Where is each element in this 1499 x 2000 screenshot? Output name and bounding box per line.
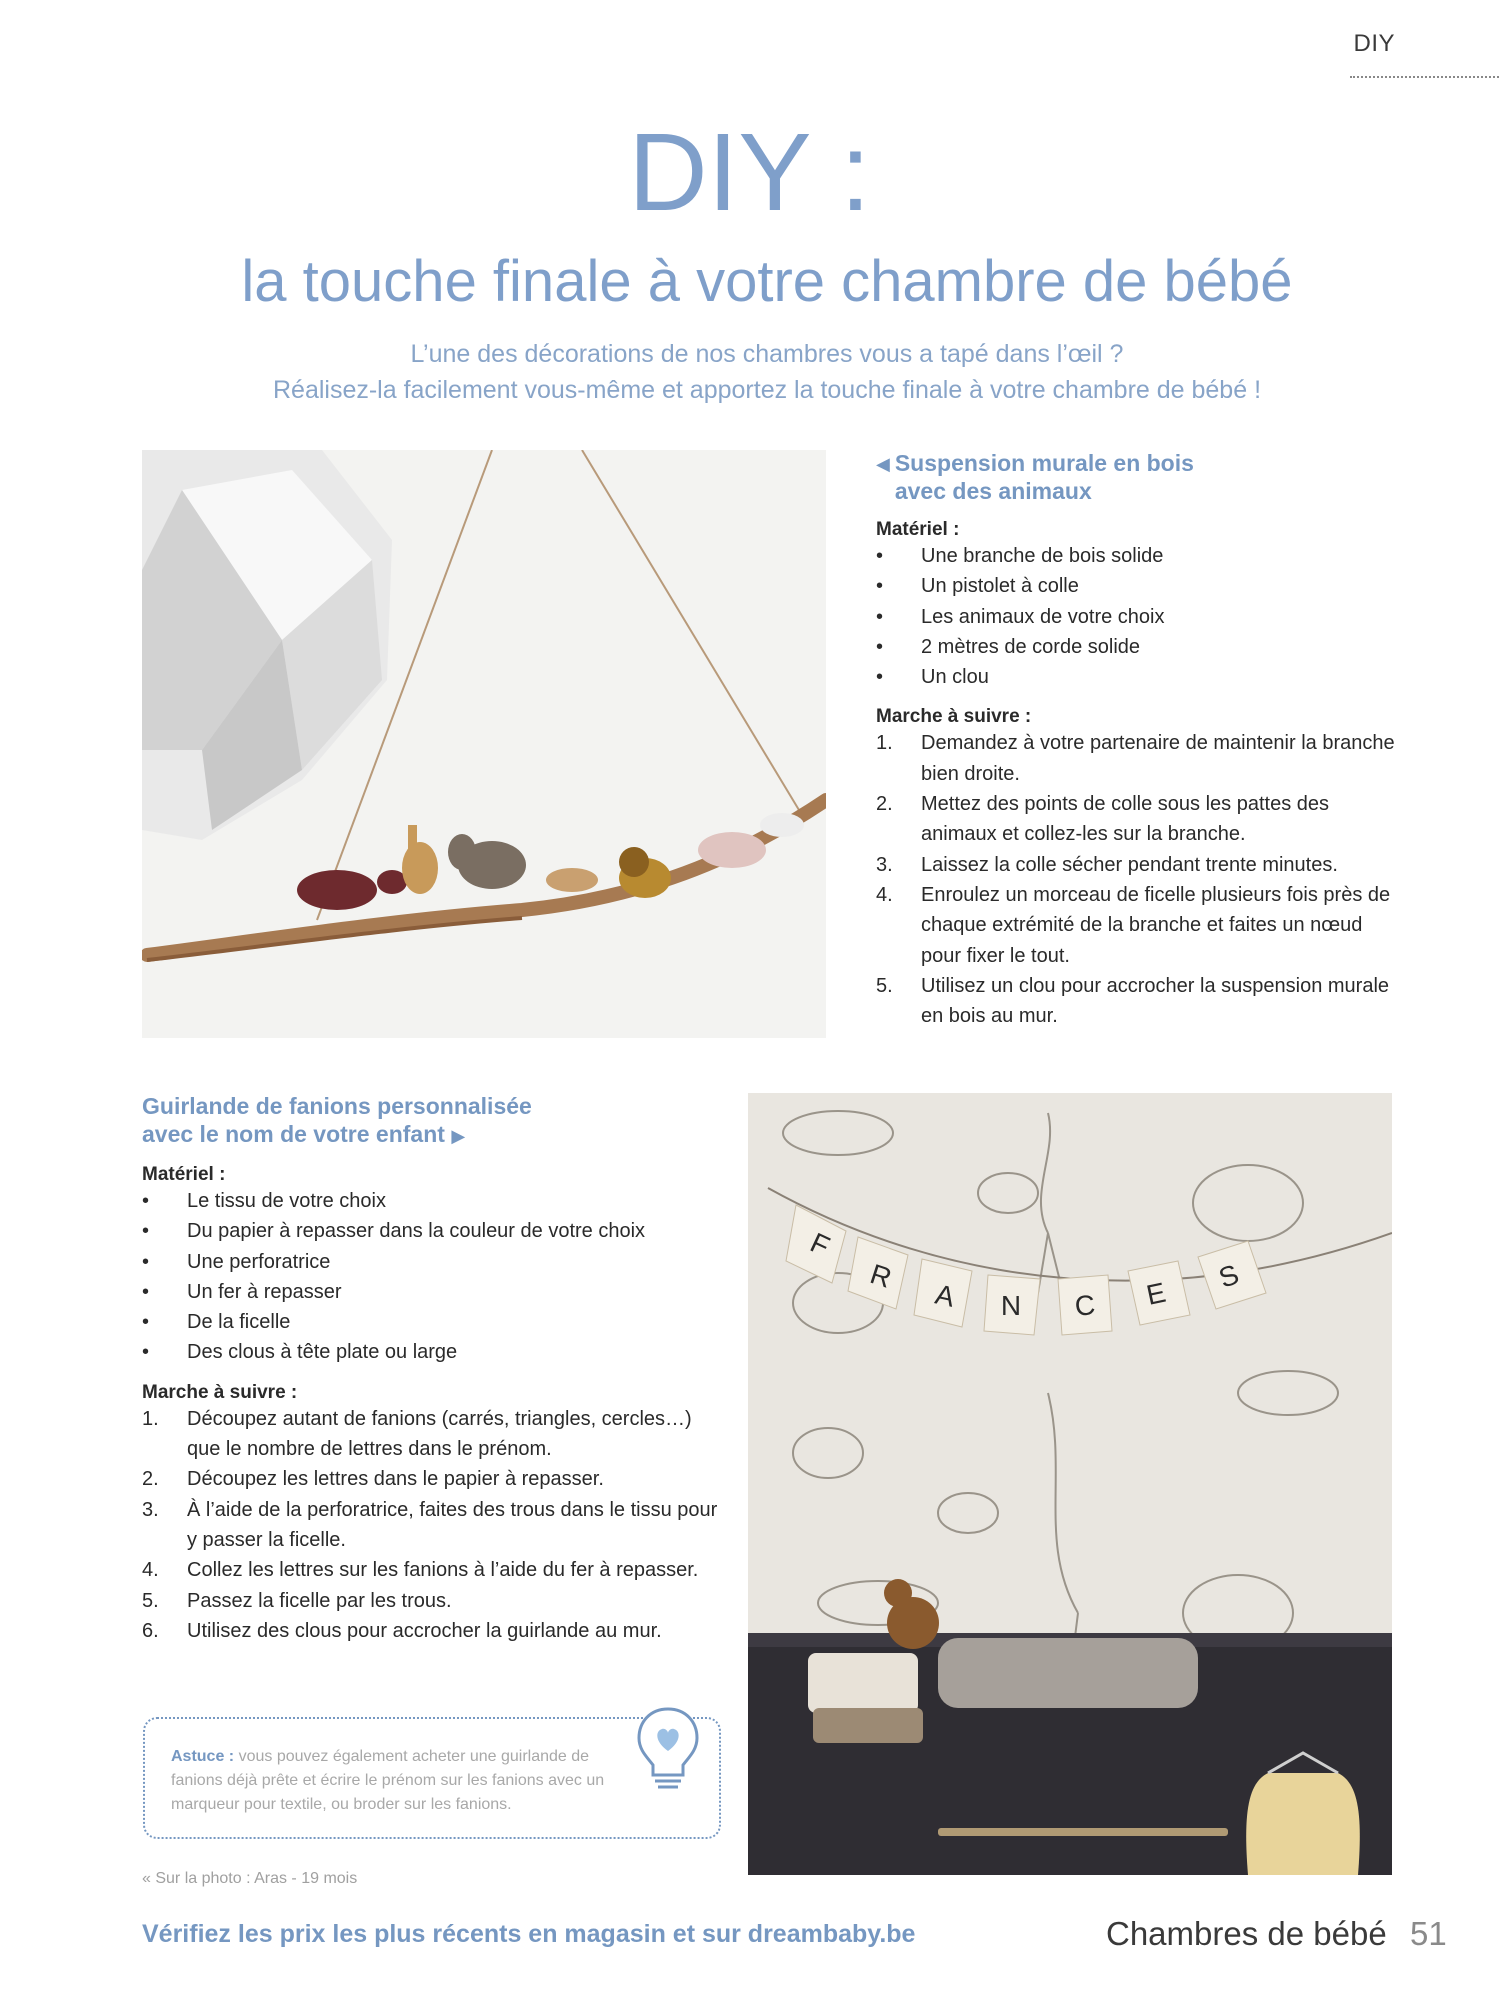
list-item: • Les animaux de votre choix <box>876 605 1165 628</box>
list-item: • Un fer à repasser <box>142 1280 342 1303</box>
tip-box <box>143 1717 721 1839</box>
project2-materials-label: Matériel : <box>142 1164 226 1185</box>
project2-title <box>142 1092 724 1150</box>
project2-title-line2: avec le nom de votre enfant ▶ <box>142 1121 466 1147</box>
list-item: 2. Mettez des points de colle sous les pattes des animaux et collez-les sur la branche. <box>876 793 1330 846</box>
banner-letter: E <box>1143 1276 1169 1311</box>
banner-letter: N <box>1000 1290 1022 1321</box>
list-item: 1. Découpez autant de fanions (carrés, triangles, cercles…) que le nombre de lettres dans le prénom. <box>142 1407 692 1461</box>
nursery-garland-photo <box>748 1093 1392 1875</box>
section-tag: DIY <box>1353 30 1395 57</box>
project2-section <box>142 1092 724 1646</box>
page-title: DIY : <box>628 111 871 234</box>
tip-label: Astuce : <box>171 1748 235 1765</box>
project2-materials-list <box>142 1186 724 1368</box>
project1-title-line1: Suspension murale en bois <box>894 450 1194 476</box>
list-item: 5. Utilisez un clou pour accrocher la suspension murale en bois au mur. <box>876 974 1390 1028</box>
footer-store-link[interactable]: Vérifiez les prix les plus récents en magasin et sur dreambaby.be <box>142 1920 916 1948</box>
nursery-garland-illustration <box>748 1093 1392 1875</box>
list-item: • Le tissu de votre choix <box>142 1190 386 1212</box>
banner-letter: R <box>866 1258 896 1294</box>
list-item: • De la ficelle <box>142 1311 291 1334</box>
banner-letter: C <box>1073 1289 1097 1323</box>
branch-animals-photo <box>142 450 826 1038</box>
project1-title <box>876 449 1396 505</box>
section-divider <box>1350 76 1499 78</box>
list-item: 6. Utilisez des clous pour accrocher la guirlande au mur. <box>142 1619 662 1642</box>
list-item: 2. Découpez les lettres dans le papier à repasser. <box>142 1468 604 1491</box>
branch-animals-illustration <box>142 450 826 1038</box>
page-number: 51 <box>1410 1915 1447 1952</box>
list-item: • Des clous à tête plate ou large <box>142 1341 458 1364</box>
banner-letter: S <box>1214 1258 1243 1294</box>
project1-steps-list <box>876 728 1396 1031</box>
list-item: 3. Laissez la colle sécher pendant trente minutes. <box>876 853 1338 876</box>
list-item: • Un pistolet à colle <box>876 575 1079 598</box>
tip-text <box>171 1745 641 1817</box>
list-item: • Une branche de bois solide <box>876 545 1164 567</box>
list-item: • Une perforatrice <box>142 1250 331 1273</box>
project1-section <box>876 449 1396 1031</box>
intro-line-1: L’une des décorations de nos chambres vous a tapé dans l’œil ? <box>410 340 1124 368</box>
tip-body: vous pouvez également acheter une guirlande de fanions déjà prête et écrire le prénom sur les fanions avec un marqueur pour textile, ou broder sur les fanions. <box>171 1748 605 1813</box>
list-item: 3. À l’aide de la perforatrice, faites des trous dans le tissu pour y passer la ficelle. <box>142 1498 718 1551</box>
project1-materials-list <box>876 541 1396 692</box>
list-item: • Du papier à repasser dans la couleur de votre choix <box>142 1220 646 1243</box>
banner-letter: F <box>805 1226 835 1263</box>
project2-steps-list <box>142 1404 724 1646</box>
project2-title-line1: Guirlande de fanions personnalisée <box>142 1093 532 1119</box>
caret-left-icon: ◀ <box>876 454 890 474</box>
footer-category: Chambres de bébé <box>1106 1915 1387 1952</box>
project2-steps-label: Marche à suivre : <box>142 1381 298 1403</box>
caret-right-icon: ▶ <box>451 1126 466 1146</box>
list-item: 5. Passez la ficelle par les trous. <box>142 1589 452 1612</box>
photo-caption: « Sur la photo : Aras - 19 mois <box>142 1870 358 1887</box>
project1-title-line2: avec des animaux <box>894 478 1092 504</box>
page-subtitle: la touche finale à votre chambre de bébé <box>241 249 1293 314</box>
list-item: • Un clou <box>876 666 989 689</box>
intro-line-2: Réalisez-la facilement vous-même et apportez la touche finale à votre chambre de bébé ! <box>272 376 1262 404</box>
project1-steps-label: Marche à suivre : <box>876 706 1032 728</box>
intro-text <box>0 336 1499 408</box>
list-item: 4. Enroulez un morceau de ficelle plusieurs fois près de chaque extrémité de la branche et faites un nœud pour fixer le tout. <box>876 883 1391 967</box>
list-item: 1. Demandez à votre partenaire de maintenir la branche bien droite. <box>876 732 1395 785</box>
lightbulb-heart-icon <box>633 1705 703 1795</box>
list-item: 4. Collez les lettres sur les fanions à l’aide du fer à repasser. <box>142 1559 699 1582</box>
list-item: • 2 mètres de corde solide <box>876 635 1141 658</box>
banner-letter: A <box>932 1278 958 1313</box>
project1-materials-label: Matériel : <box>876 519 960 540</box>
